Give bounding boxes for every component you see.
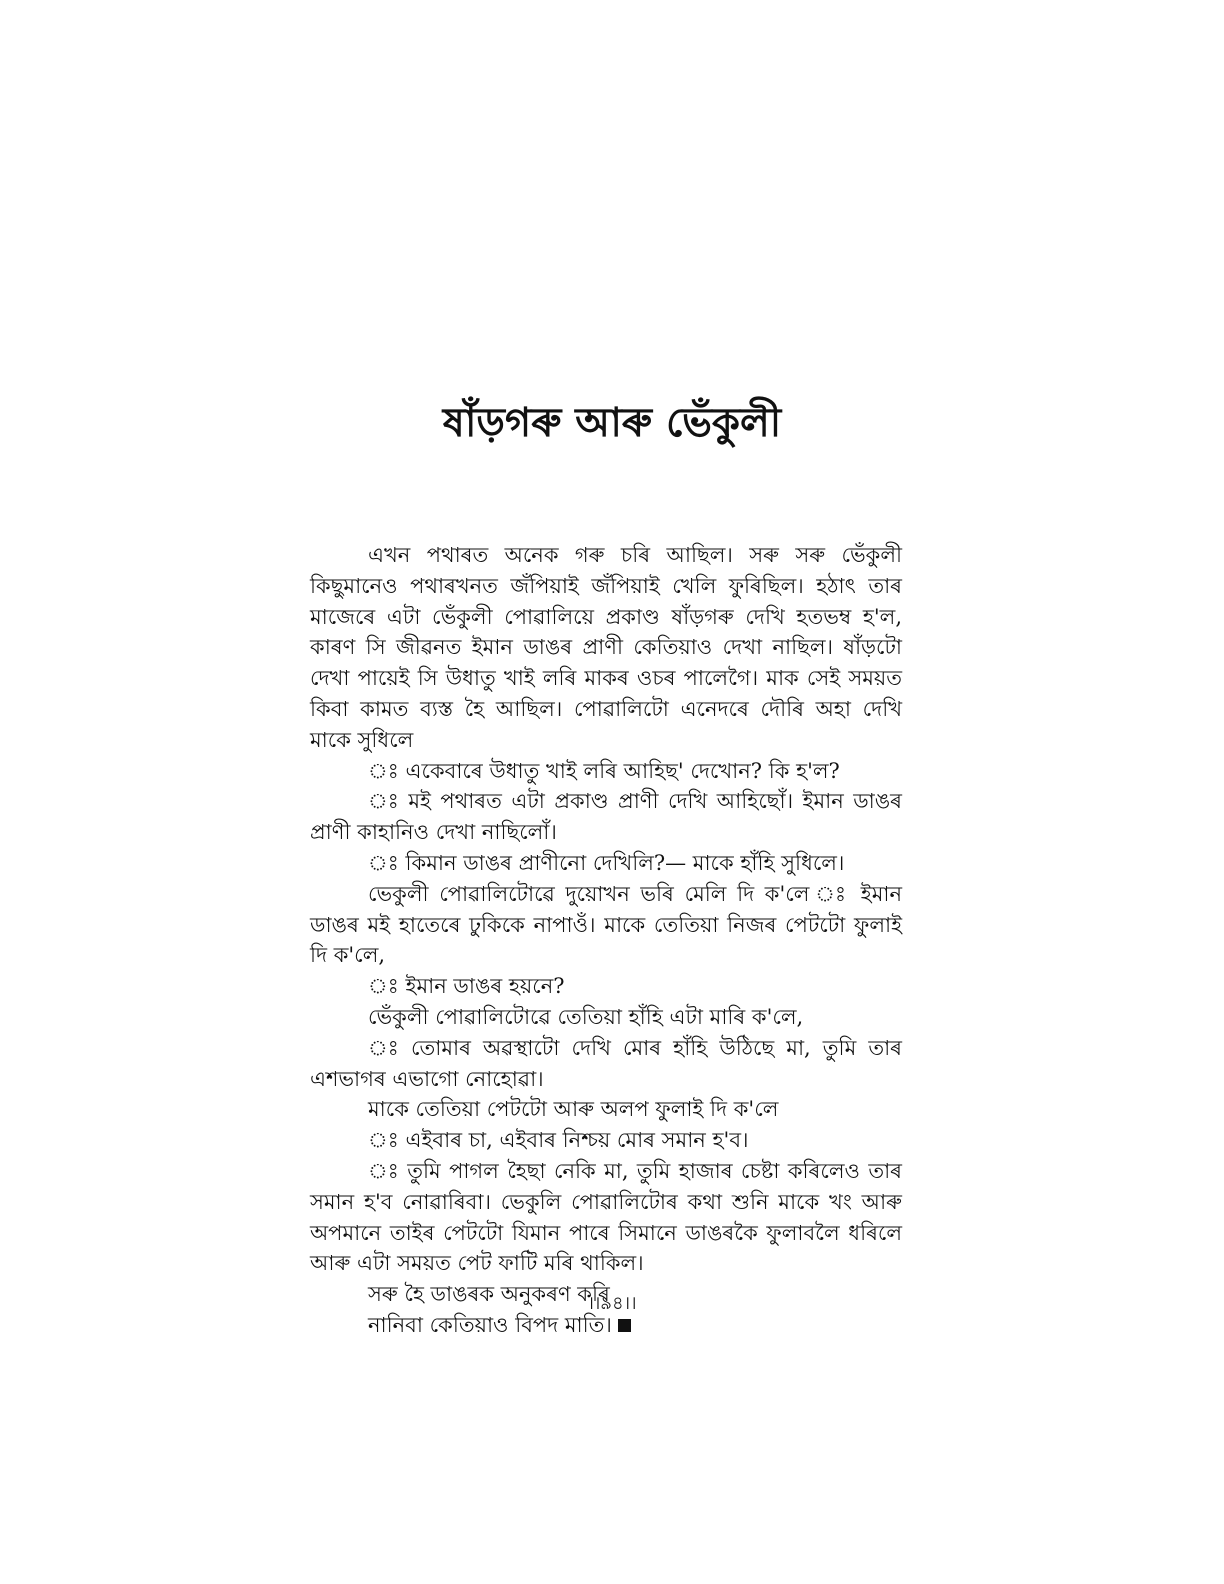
dialogue-line: ঃ তোমাৰ অৱস্থাটো দেখি মোৰ হাঁহি উঠিছে মা, তুমি তাৰ এশভাগৰ এভাগো নোহোৱা।: [310, 1035, 902, 1091]
dialogue-line: ঃ কিমান ডাঙৰ প্ৰাণীনো দেখিলি?— মাকে হাঁহি সুধিলে।: [368, 850, 845, 875]
story-paragraph: ঃ তুমি পাগল হৈছা নেকি মা, তুমি হাজাৰ চেষ্টা কৰিলেও তাৰ সমান হ'ব নোৱাৰিবা। ভেকুলি পোৱালিটোৰ কথা শুনি মাকে খং আৰু অপমানে তাইৰ পেটটো যিমান পাৰে সিমানে ডাঙৰকৈ ফুলাবলৈ ধৰিলে আৰু এটা সময়ত পেট ফাটি মৰি থাকিল।: [310, 1158, 902, 1276]
story-paragraph: ভেকুলী পোৱালিটোৱে দুয়োখন ভৰি মেলি দি ক'লে ঃ ইমান ডাঙৰ মই হাতেৰে ঢুকিকে নাপাওঁ। মাকে তেতিয়া নিজৰ পেটটো ফুলাই দি ক'লে,: [310, 881, 902, 968]
moral-line: সৰু হৈ ডাঙৰক অনুকৰণ কৰি: [368, 1282, 610, 1307]
story-body: [310, 540, 902, 1341]
dialogue-line: ঃ একেবাৰে উধাতু খাই লৰি আহিছ' দেখোন? কি হ'ল?: [368, 758, 840, 783]
end-square-icon: [618, 1319, 631, 1332]
story-paragraph: ভেঁকুলী পোৱালিটোৱে তেতিয়া হাঁহি এটা মাৰি ক'লে,: [368, 1004, 804, 1029]
page-title: ষাঁড়গৰু আৰু ভেঁকুলী: [442, 399, 782, 446]
dialogue-line: ঃ মই পথাৰত এটা প্ৰকাণ্ড প্ৰাণী দেখি আহিছোঁ। ইমান ডাঙৰ প্ৰাণী কাহানিও দেখা নাছিলোঁ।: [310, 789, 902, 845]
page-number: ।।৯৪।।: [587, 1293, 637, 1314]
dialogue-line: ঃ এইবাৰ চা, এইবাৰ নিশ্চয় মোৰ সমান হ'ব।: [368, 1128, 749, 1153]
dialogue-line: ঃ ইমান ডাঙৰ হয়নে?: [368, 974, 565, 999]
story-paragraph: এখন পথাৰত অনেক গৰু চৰি আছিল। সৰু সৰু ভেঁকুলী কিছুমানেও পথাৰখনত জঁপিয়াই জঁপিয়াই খেলি ফুৰিছিল। হঠাৎ তাৰ মাজেৰে এটা ভেঁকুলী পোৱালিয়ে প্ৰকাণ্ড ষাঁড়গৰু দেখি হতভম্ব হ'ল, কাৰণ সি জীৱনত ইমান ডাঙৰ প্ৰাণী কেতিয়াও দেখা নাছিল। ষাঁড়টো দেখা পায়েই সি উধাতু খাই লৰি মাকৰ ওচৰ পালেগৈ। মাক সেই সময়ত কিবা কামত ব্যস্ত হৈ আছিল। পোৱালিটো এনেদৰে দৌৰি অহা দেখি মাকে সুধিলে: [310, 543, 902, 752]
story-paragraph: মাকে তেতিয়া পেটটো আৰু অলপ ফুলাই দি ক'লে: [368, 1097, 779, 1122]
moral-line-text: নানিবা কেতিয়াও বিপদ মাতি।: [368, 1312, 612, 1337]
